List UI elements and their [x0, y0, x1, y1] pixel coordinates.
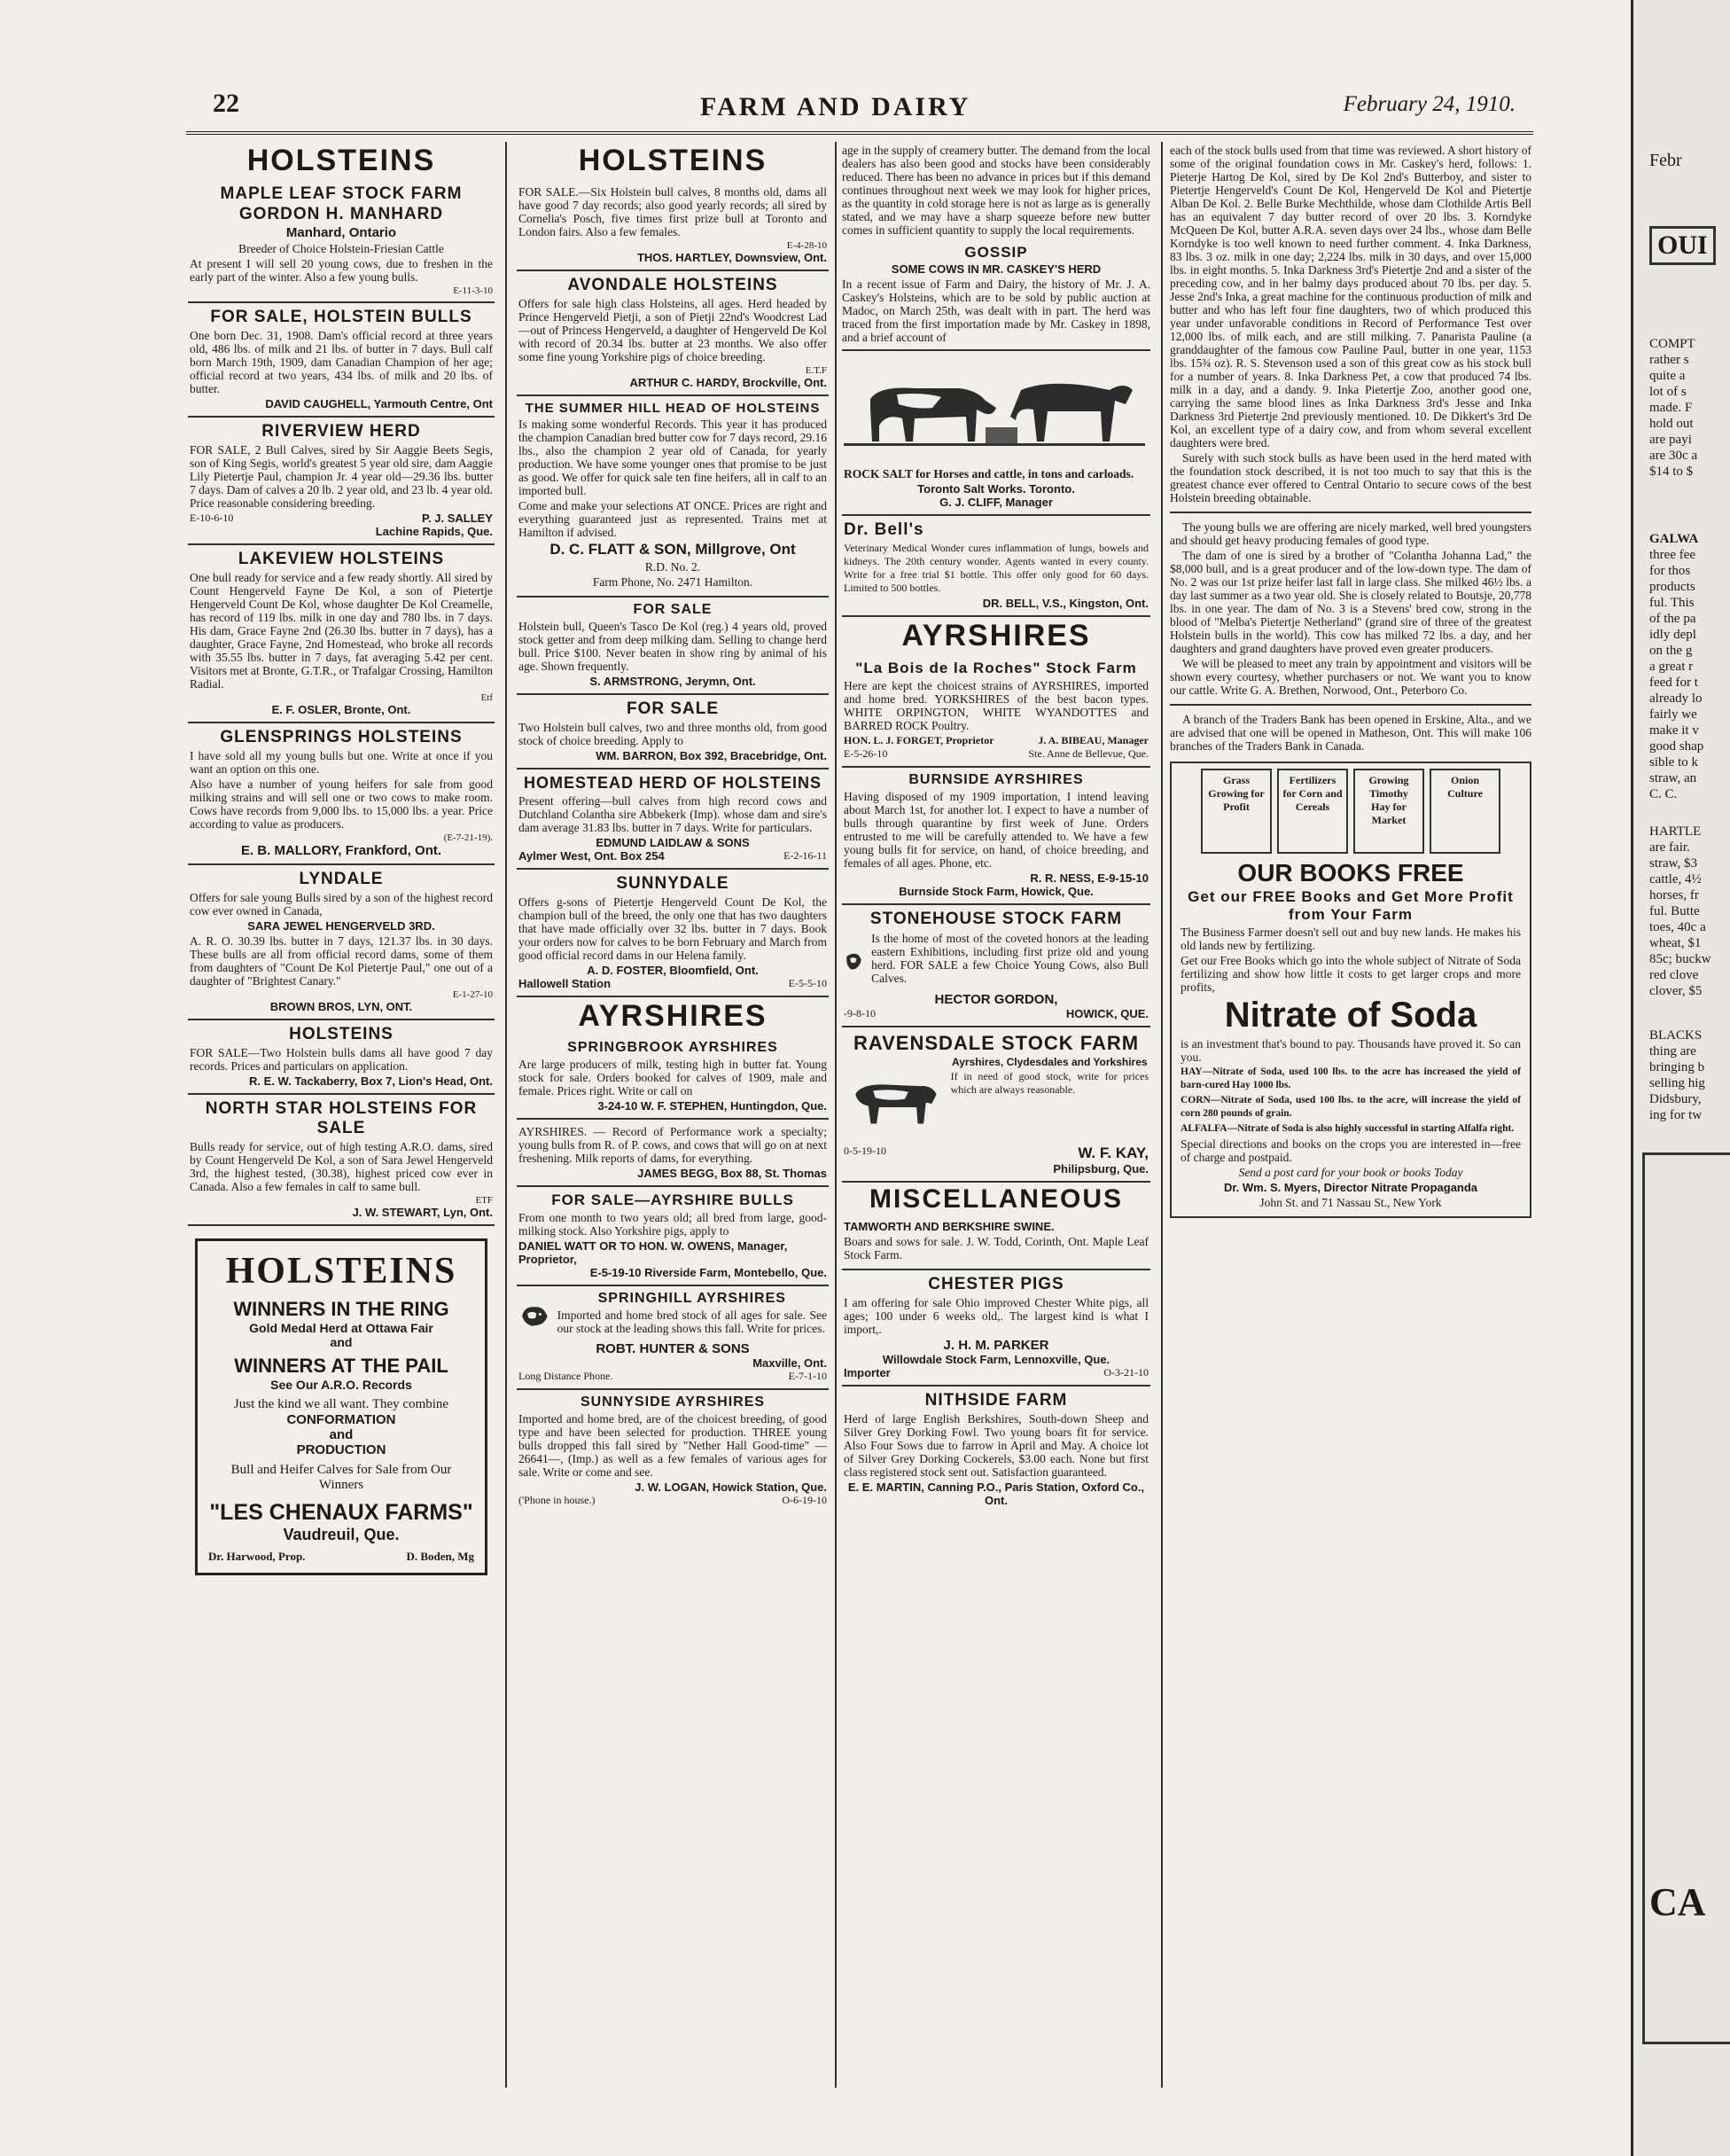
ad-signature: 3-24-10 W. F. STEPHEN, Huntingdon, Que. — [597, 1099, 827, 1113]
ad-signature: JAMES BEGG, Box 88, St. Thomas — [637, 1167, 827, 1180]
ad-signature: A. D. FOSTER, Bloomfield, Ont. — [587, 964, 759, 977]
ad-signature: E-5-19-10 Riverside Farm, Montebello, Que. — [589, 1266, 827, 1279]
ad-text: Come and make your selections AT ONCE. Prices are right and everything guaranteed just as represented. Trains met at Hamilton if advised. — [518, 499, 827, 539]
box-heading: WINNERS AT THE PAIL — [234, 1355, 448, 1377]
section-title: HOLSTEINS — [578, 144, 768, 177]
rp-line: quite a — [1649, 369, 1686, 383]
rp-line: wheat, $1 — [1649, 936, 1702, 950]
ad-signature: Importer — [844, 1366, 891, 1379]
rp-line: GALWA — [1649, 532, 1699, 546]
ad-stonehouse — [842, 905, 1150, 1027]
ad-text: Toronto Salt Works. Toronto. — [917, 482, 1075, 496]
box-text: and — [330, 1335, 353, 1349]
column-3 — [842, 142, 1150, 2088]
ad-text: From one month to two years old; all bred from large, good-milking stock. Also Yorkshire pigs, apply to — [518, 1211, 827, 1238]
ad-subheading: GORDON H. MANHARD — [238, 205, 444, 223]
ad-heading: Dr. Bell's — [844, 520, 924, 539]
ad-signature: Willowdale Stock Farm, Lennoxville, Que. — [882, 1353, 1110, 1366]
ad-text: HAY—Nitrate of Soda, used 100 lbs. to the acre has increased the yield of barn-cured Hay 1000 lbs. — [1181, 1066, 1521, 1090]
ad-sunnydale — [517, 870, 829, 997]
ad-text: Holstein bull, Queen's Tasco De Kol (reg.) 4 years old, proved stock getter and from deep milking dam. Selling to change herd bull. Price $100. Never beaten in show ring by animal of his age. Shown frequently. — [518, 620, 827, 673]
rp-line: horses, fr — [1649, 888, 1699, 902]
ad-text: I am offering for sale Ohio improved Chester White pigs, all ages; 100 under 6 weeks old,. The largest kind is what I import,. — [844, 1296, 1149, 1336]
rp-line: ful. Butte — [1649, 904, 1700, 918]
ad-signature: S. ARMSTRONG, Jerymn, Ont. — [589, 675, 756, 688]
ad-summer-hill — [517, 396, 829, 598]
ad-heading: FOR SALE — [633, 602, 713, 617]
ad-code: E-2-16-11 — [783, 849, 827, 862]
ad-north-star — [188, 1095, 495, 1226]
ad-tamworth — [842, 1216, 1150, 1270]
ad-text: Is making some wonderful Records. This year it has produced the champion Canadian bred butter cow for 7 days record, 29.16 lbs., also the champion 2 year old of Canada, for yearly production. We have some younger ones that promise to be just as good. We offer for quick sale ten fine heifers, all in calf to an imported bull. — [518, 418, 827, 497]
rp-line: ing for tw — [1649, 1108, 1703, 1122]
ad-signature: R. R. NESS, E-9-15-10 — [1030, 871, 1149, 885]
ad-signature: G. J. CLIFF, Manager — [939, 496, 1053, 509]
cow-head-illustration — [844, 930, 864, 992]
ad-text: Special directions and books on the crops you are interested in—free of charge and postpaid. — [1181, 1137, 1521, 1164]
ad-les-chenaux-box — [195, 1238, 487, 1575]
section-title: AYRSHIRES — [578, 999, 768, 1033]
ad-signature: E. B. MALLORY, Frankford, Ont. — [240, 843, 442, 858]
ad-heading: AVONDALE HOLSTEINS — [567, 276, 778, 294]
ad-text: One born Dec. 31, 1908. Dam's official record at three years old, 486 lbs. of milk and 21 lbs. of butter in 7 days. Bull calf born March 19th, 1909, dam Canadian Champion of her age; official record at two years, 434 lbs. of milk and 20 lbs. of butter. — [190, 329, 493, 395]
ad-heading: TAMWORTH AND BERKSHIRE SWINE. — [844, 1220, 1055, 1233]
rp-line: made. F — [1649, 401, 1693, 415]
column-divider — [505, 142, 507, 2088]
ad-rock-salt — [842, 349, 1150, 516]
adjacent-page-edge — [1631, 0, 1730, 2156]
article-text: We will be pleased to meet any train by appointment and visitors will be shown every courtesy, whether purchasers or not. We want you to know our cattle. Write G. A. Brethen, Norwood, Ont., Peterboro Co. — [1170, 657, 1531, 697]
ad-subheading: Get our FREE Books and Get More Profit from Your Farm — [1188, 888, 1514, 923]
box-text: See Our A.R.O. Records — [270, 1378, 412, 1392]
column-divider — [835, 142, 837, 2088]
gossip-heading: GOSSIP — [964, 244, 1028, 261]
rp-line: CA — [1649, 1880, 1706, 1924]
ad-signature: Lachine Rapids, Que. — [375, 525, 493, 538]
rp-line: products — [1649, 580, 1695, 594]
ad-text: Imported and home bred, are of the choicest breeding, of good type and have been selected for production. THREE young bulls dropped this fall sired by "Nether Hall Good-time" —26641—, (Imp.) as well as a few females of various ages for sale. Write or come and see. — [518, 1412, 827, 1479]
bull-illustration — [844, 1056, 944, 1144]
rp-line: C. C. — [1649, 787, 1678, 801]
ad-text: Offers for sale high class Holsteins, all ages. Herd headed by Prince Hengerveld Pietji, a son of Pietji 22nd's Woodcrest Lad—out of Princess Hengerveld, a daughter of Hengerveld De Kol with record of 20.34 lbs. butter at 23 months. We also offer some fine young Yorkshire pigs of choice breeding. — [518, 297, 827, 363]
ad-signature: Maxville, Ont. — [752, 1356, 827, 1370]
ad-text: ROCK SALT for Horses and cattle, in tons and carloads. — [844, 467, 1134, 480]
ad-location: Ste. Anne de Bellevue, Que. — [1028, 747, 1149, 760]
ad-heading: THE SUMMER HILL HEAD OF HOLSTEINS — [525, 401, 821, 416]
rp-line: COMPT — [1649, 337, 1695, 351]
ad-avondale — [517, 271, 829, 396]
ad-code: Etf — [480, 692, 493, 703]
issue-date: February 24, 1910. — [1343, 92, 1516, 116]
ad-sunnyside — [517, 1390, 829, 1512]
book-cover: Onion Culture — [1430, 769, 1500, 854]
ad-heading: MAPLE LEAF STOCK FARM — [220, 184, 463, 203]
ad-text: Farm Phone, No. 2471 Hamilton. — [592, 575, 753, 589]
ad-code: E-10-6-10 — [190, 512, 234, 524]
ad-signature: Hallowell Station — [518, 977, 612, 990]
rp-line: feed for t — [1649, 676, 1698, 690]
ad-signature: WM. BARRON, Box 392, Bracebridge, Ont. — [596, 749, 827, 762]
ad-text: The Business Farmer doesn't sell out and buy new lands. He makes his old lands new by fertilizing. — [1181, 926, 1521, 952]
ad-nitrate-of-soda — [1170, 762, 1531, 1218]
ad-text: One bull ready for service and a few ready shortly. All sired by Count Hengerveld Fayne De Kol, a son of Pietertje Hengerveld Count De Kol, whose daughter De Kol Creamelle, has record of 119 lbs. milk in one day and 780 lbs. in 7 days. His dam, Grace Fayne 2nd (26.30 lbs. butter in 7 days), has a daughter, Grace Fayne, 2nd Homestead, who broke all records with 35.55 lbs. butter in 7 days, fat averaging 5.42 per cent. Visitors met at Bronte, G.T.R., or Trafalgar Crossing, Hamilton Radial. — [190, 571, 493, 691]
rp-line: OUI — [1649, 226, 1716, 265]
ad-signature: Aylmer West, Ont. Box 254 — [518, 849, 665, 863]
ad-signature: Burnside Stock Farm, Howick, Que. — [899, 885, 1094, 898]
rp-line: BLACKS — [1649, 1028, 1703, 1043]
ad-signature: E. F. OSLER, Bronte, Ont. — [271, 703, 411, 716]
cow-head-illustration — [518, 1290, 550, 1341]
ad-code: E-7-1-10 — [788, 1370, 827, 1382]
ad-code: O-6-19-10 — [782, 1494, 827, 1506]
rp-line: make it v — [1649, 723, 1699, 738]
rp-line: already lo — [1649, 691, 1703, 706]
ad-la-bois — [842, 655, 1150, 768]
header-rule — [186, 131, 1533, 135]
rp-line: fairly we — [1649, 707, 1697, 722]
box-text: and — [329, 1427, 354, 1442]
ad-code: (E-7-21-19). — [443, 832, 493, 843]
ad-code: E.T.F — [805, 365, 827, 376]
ad-code: ETF — [475, 1195, 493, 1206]
ad-code: E-5-5-10 — [788, 977, 827, 989]
box-text: Gold Medal Herd at Ottawa Fair — [249, 1321, 433, 1335]
ad-burnside — [842, 768, 1150, 905]
ad-code: -9-8-10 — [844, 1007, 876, 1019]
rp-line: straw, an — [1649, 771, 1697, 785]
ad-text: Bulls ready for service, out of high testing A.R.O. dams, sired by Count Hengerveld De Kol, a son of Sara Jewel Hengerveld 3rd, the highest tested, (30.38), highest priced cow ever in Canada. Also a few females in calf to same bull. — [190, 1140, 493, 1193]
ad-text: Get our Free Books which go into the whole subject of Nitrate of Soda fertilizing and show how little it costs to get larger crops and more profits, — [1181, 954, 1521, 994]
ad-heading: SUNNYDALE — [616, 874, 729, 893]
ad-code: E-5-26-10 — [844, 747, 888, 760]
ad-heading: FOR SALE—AYRSHIRE BULLS — [551, 1191, 794, 1208]
rp-line: idly depl — [1649, 628, 1696, 642]
article-subheading: SOME COWS IN MR. CASKEY'S HERD — [891, 262, 1102, 276]
ad-heading: GLENSPRINGS HOLSTEINS — [220, 728, 463, 746]
rp-line: a great r — [1649, 660, 1694, 674]
column-1 — [188, 142, 495, 2088]
ad-text: CORN—Nitrate of Soda, used 100 lbs. to the acre, will increase the yield of corn 280 pounds of grain. — [1181, 1095, 1521, 1119]
ad-signature: HON. L. J. FORGET, Proprietor — [844, 734, 994, 746]
ad-armstrong — [517, 598, 829, 695]
rp-line: of the pa — [1649, 612, 1696, 626]
rp-line: ful. This — [1649, 596, 1695, 610]
article-text: A branch of the Traders Bank has been opened in Erskine, Alta., and we are advised that one will be opened in Matheson, Ont. This will make 106 branches of the Traders Bank in Canada. — [1170, 713, 1531, 753]
rp-line: toes, 40c a — [1649, 920, 1706, 934]
ad-heading: OUR BOOKS FREE — [1237, 859, 1464, 887]
ad-lakeview — [188, 545, 495, 723]
ad-tackaberry — [188, 1020, 495, 1095]
ad-text: Breeder of Choice Holstein-Friesian Cattle — [238, 242, 444, 255]
ad-heading: HOLSTEINS — [289, 1025, 394, 1043]
ad-maple-leaf — [188, 180, 495, 303]
ad-code: E-1-27-10 — [452, 989, 493, 1000]
ad-text: Long Distance Phone. — [518, 1370, 613, 1382]
rp-line: 85c; buckw — [1649, 952, 1711, 966]
ad-heading: NITHSIDE FARM — [924, 1391, 1068, 1410]
rp-line: bringing b — [1649, 1060, 1705, 1074]
rp-line: HARTLE — [1649, 824, 1702, 839]
ad-text: If in need of good stock, write for prices which are always reasonable. — [950, 1070, 1149, 1096]
ad-text: FOR SALE.—Six Holstein bull calves, 8 months old, dams all have good 7 day records; also good yearly records; all sired by Cornelia's Posch, five times first prize bull at Toronto and London fairs. Also a few females. — [518, 185, 827, 238]
ad-text: I have sold all my young bulls but one. Write at once if you want an option on this one. — [190, 749, 493, 776]
ad-hartley — [517, 180, 829, 271]
rp-line: $14 to $ — [1649, 465, 1694, 479]
masthead: FARM AND DAIRY — [700, 92, 971, 121]
page-number: 22 — [213, 89, 239, 118]
ad-location: Manhard, Ontario — [285, 225, 397, 240]
ad-text: ('Phone in house.) — [518, 1494, 596, 1506]
ad-heading: BURNSIDE AYRSHIRES — [908, 772, 1084, 787]
article-text: The young bulls we are offering are nicely marked, well bred youngsters and should get heavy producing females of good type. — [1170, 520, 1531, 547]
rp-line: are 30c a — [1649, 449, 1698, 463]
box-location: Vaudreuil, Que. — [283, 1526, 400, 1543]
box-proprietor: Dr. Harwood, Prop. — [208, 1550, 306, 1563]
article-text: each of the stock bulls used from that time was reviewed. A short history of some of the original foundation cows in Mr. Caskey's herd, follows: 1. Pieterje Hartog De Kol, sired by De Kol 2nd's Butterboy, and sister to Pietertje Hengerveld's Count De Kol, Hengerveld De Kol and Pietertje Alban De Kol. 2. Belle Burke Mechthilde, whose dam Clothilde Artis Bell has an equivalent 7 day butter record of over 20 lbs. 3. Korndyke McQueen De Kol, butter A.R.A. seven days over 24 lbs., whose dam Belle Korndyke is too well known to need further comment. 4. Inka Darkness, 83 lbs. 3 oz. milk in one day; 2,224 lbs. milk in 30 days, and over 15,000 lbs. in eight months. 5. Inka Darkness 3rd's Pietertje 2nd and a sister of the preceding cow, and in her balmy days produced about 70 lbs. per day. 5. Jesse 2nd's Inka, a great machine for the continuous production of milk and butter and who has left four fine daughters, two of which produced this year under unfavorable conditions in Record of Performance Test over 12,000 lbs. of milk each, and are still milking. 7. Panarista Pauline (a granddaughter of the famous cow Pauline Paul, butter in one year, 1153 lbs. 15¾ oz). R. S. Stevenson used a son of this great cow as his stock bull for a number of years. 8. Inka Darkness Pet, a cow that produced 74 lbs. milk in a day, and a dandy. 9. Inka Pietertje Zoo, another good one, carrying the same blood lines as Inka Darkness 3rd's Jesse and Inka Darkness 3rd Pietertje 2nd previously mentioned. 10. De Dikkert's 3rd De Kol, an excellent type of a dairy cow, and from whom several excellent daughters were bred. — [1170, 144, 1531, 449]
ad-text: Here are kept the choicest strains of AYRSHIRES, imported and home bred. YORKSHIRES of the best bacon types. WHITE ORPINGTON, WHITE WYANDOTTES and BARRED ROCK Poultry. — [844, 679, 1149, 732]
ad-heading: RAVENSDALE STOCK FARM — [853, 1032, 1140, 1054]
ad-text: Imported and home bred stock of all ages for sale. See our stock at the leading shows this fall. Write for prices. — [557, 1308, 827, 1335]
ad-signature: THOS. HARTLEY, Downsview, Ont. — [636, 251, 827, 264]
rp-line: are fair. — [1649, 840, 1690, 855]
ad-homestead — [517, 769, 829, 870]
article-text: Surely with such stock bulls as have been used in the herd mated with the foundation stock described, it is not too much to say that this is the greatest chance ever offered to Central Ontario to secure cows of the best Holstein breeding obtainable. — [1170, 451, 1531, 504]
ad-heading: SPRINGHILL AYRSHIRES — [597, 1291, 786, 1306]
ad-text: AYRSHIRES. — Record of Performance work a specialty; young bulls from R. of P. cows, and cows that will go on at next freshening. Milk reports of dams, for everything. — [518, 1125, 827, 1165]
rp-line: good shap — [1649, 739, 1704, 754]
cattle-horse-illustration — [844, 355, 1145, 461]
ad-ravensdale — [842, 1027, 1150, 1183]
book-covers — [1181, 769, 1521, 854]
ad-signature: EDMUND LAIDLAW & SONS — [596, 836, 750, 849]
ad-signature: BROWN BROS, LYN, ONT. — [269, 1000, 413, 1013]
ad-brand: Nitrate of Soda — [1224, 996, 1477, 1035]
ad-text: is an investment that's bound to pay. Thousands have proved it. So can you. — [1181, 1037, 1521, 1064]
ad-signature: HOWICK, QUE. — [1065, 1007, 1149, 1020]
ad-signature: DANIEL WATT OR TO HON. W. OWENS, Manager, Proprietor, — [518, 1239, 788, 1266]
ad-caughell — [188, 303, 495, 418]
rp-line: cattle, 4½ — [1649, 872, 1702, 887]
ad-text: At present I will sell 20 young cows, due to freshen in the early part of the winter. Also a few young bulls. — [190, 257, 493, 284]
ad-watt — [517, 1187, 829, 1286]
ad-heading: LAKEVIEW HOLSTEINS — [238, 550, 445, 568]
ad-text: Veterinary Medical Wonder cures inflammation of lungs, bowels and kidneys. The 20th century wonder. Agents wanted in every county. Write for a free trial $1 bottle. This offer only good for 60 days. Limited to 500 bottles. — [844, 542, 1149, 594]
box-farm-name: "LES CHENAUX FARMS" — [209, 1500, 473, 1525]
rp-line: thing are — [1649, 1044, 1696, 1058]
rp-line: on the g — [1649, 644, 1693, 658]
ad-signature: J. H. M. PARKER — [943, 1338, 1049, 1353]
column-2 — [517, 142, 829, 2088]
ad-barron — [517, 695, 829, 769]
ad-signature: Dr. Wm. S. Myers, Director Nitrate Propaganda — [1223, 1181, 1478, 1194]
book-cover: Fertilizers for Corn and Cereals — [1277, 769, 1348, 854]
box-text: Just the kind we all want. They combine — [233, 1397, 449, 1411]
ad-text: Offers for sale young Bulls sired by a son of the highest record cow ever owned in Canada, — [190, 891, 493, 918]
rp-line: sible to k — [1649, 755, 1698, 769]
ad-heading: "La Bois de la Roches" Stock Farm — [855, 660, 1137, 676]
ad-heading: FOR SALE, HOLSTEIN BULLS — [210, 308, 472, 326]
box-text: PRODUCTION — [296, 1442, 386, 1457]
box-title: HOLSTEINS — [225, 1251, 457, 1292]
box-heading: WINNERS IN THE RING — [233, 1298, 449, 1320]
ad-signature: J. A. BIBEAU, Manager — [1038, 734, 1149, 746]
column-4 — [1170, 142, 1531, 2088]
ad-springhill — [517, 1286, 829, 1390]
ad-signature: DAVID CAUGHELL, Yarmouth Centre, Ont — [265, 397, 493, 410]
ad-signature: D. C. FLATT & SON, Millgrove, Ont — [549, 541, 796, 558]
ad-heading: SPRINGBROOK AYRSHIRES — [567, 1040, 778, 1055]
ad-nithside — [842, 1387, 1150, 1512]
ad-text: Present offering—bull calves from high record cows and Dutchland Colantha sire Abbekerk (Imp). whose dam and sire's dam average 31.83 lbs. butter in 7 days. Write for particulars. — [518, 794, 827, 834]
ad-signature: J. W. STEWART, Lyn, Ont. — [352, 1206, 493, 1219]
rp-line: straw, $3 — [1649, 856, 1698, 871]
ad-glensprings — [188, 723, 495, 865]
ad-signature: R. E. W. Tackaberry, Box 7, Lion's Head, Ont. — [249, 1074, 493, 1088]
ad-chester-pigs — [842, 1270, 1150, 1387]
section-title: MISCELLANEOUS — [869, 1184, 1123, 1214]
rp-line: lot of s — [1649, 385, 1687, 399]
ad-riverview — [188, 418, 495, 545]
ad-heading: FOR SALE — [626, 699, 720, 718]
ad-text: Having disposed of my 1909 importation, I intend leaving about March 1st, for another lot. I expect to have a number of bulls through quarantine by first week of June. Orders entrusted to me will be carefully attended to. We have a few young bulls fit for service, on hand, of choice breeding, and females of all ages. Phone, etc. — [844, 790, 1149, 870]
ad-signature: ROBT. HUNTER & SONS — [596, 1341, 750, 1356]
ad-text: Offers g-sons of Pietertje Hengerveld Count De Kol, the champion bull of the breed, the only one that has two daughters that have made officially over 32 lbs. butter in 7 days. Book your orders now for calves to be born February and March from good official record dams in our Helena family. — [518, 895, 827, 962]
ad-signature: P. J. SALLEY — [422, 512, 493, 525]
box-text: Bull and Heifer Calves for Sale from Our Winners — [230, 1463, 452, 1492]
rp-line: selling hig — [1649, 1076, 1705, 1090]
book-cover: Growing Timothy Hay for Market — [1353, 769, 1424, 854]
section-title: AYRSHIRES — [901, 619, 1091, 652]
ad-signature: W. F. KAY, — [1078, 1144, 1149, 1161]
ad-signature: J. W. LOGAN, Howick Station, Que. — [635, 1480, 827, 1494]
ad-text: ALFALFA—Nitrate of Soda is also highly successful in starting Alfalfa right. — [1181, 1123, 1515, 1134]
ad-text: Send a post card for your book or books Today — [1238, 1166, 1463, 1179]
ad-signature: DR. BELL, V.S., Kingston, Ont. — [982, 597, 1149, 610]
box-text: CONFORMATION — [286, 1412, 396, 1427]
rp-line: three fee — [1649, 548, 1696, 562]
ad-signature: HECTOR GORDON, — [934, 992, 1058, 1007]
ad-heading: NORTH STAR HOLSTEINS FOR SALE — [205, 1099, 478, 1137]
ad-subheading: Ayrshires, Clydesdales and Yorkshires — [952, 1056, 1148, 1068]
ad-heading: HOMESTEAD HERD OF HOLSTEINS — [523, 774, 822, 792]
article-text: The dam of one is sired by a brother of "Colantha Johanna Lad," the $8,000 bull, and is a great producer and of the low-down type. The dam of No. 2 was our 1st prize heifer last fall in large class. She milked 46½ lbs. a day last summer as a two year old. She is closely related to Boutsje, 20,778 lbs. in one year. The dam of No. 3 is a Stevens' bred cow, strong in the blood of "Melba's Pietertje Netherland" (grand sire of three of the greatest Holstein bulls in the world). This cow has milked 72 lbs. a day, and her daughters and grand daughters have proved even greater producers. — [1170, 549, 1531, 655]
rp-line: for thos — [1649, 564, 1691, 578]
ad-address: John St. and 71 Nassau St., New York — [1259, 1196, 1442, 1209]
ad-code: O-3-21-10 — [1103, 1366, 1149, 1379]
ad-subheading: SARA JEWEL HENGERVELD 3RD. — [247, 919, 435, 933]
ad-springbrook — [517, 1035, 829, 1120]
ad-code: 0-5-19-10 — [844, 1144, 886, 1157]
article-text: In a recent issue of Farm and Dairy, the history of Mr. J. A. Caskey's Holsteins, which are to be sold by public auction at Madoc, on March 25th, was dealt with in part. The herd was traced from the first importation made by Mr. Caskey in 1898, and a brief account of — [842, 277, 1150, 344]
ad-heading: STONEHOUSE STOCK FARM — [869, 910, 1123, 928]
rp-line: hold out — [1649, 417, 1694, 431]
rp-line: Didsbury, — [1649, 1092, 1702, 1106]
ad-heading: LYNDALE — [299, 870, 384, 888]
box-manager: D. Boden, Mg — [406, 1550, 474, 1563]
rp-line: are payi — [1649, 433, 1692, 447]
ad-heading: SUNNYSIDE AYRSHIRES — [580, 1394, 766, 1410]
ad-text: R.D. No. 2. — [644, 560, 701, 574]
ad-signature: Philipsburg, Que. — [1053, 1162, 1149, 1176]
ad-heading: CHESTER PIGS — [928, 1275, 1064, 1293]
ad-text: FOR SALE—Two Holstein bulls dams all have good 7 day records. Prices and particulars on application. — [190, 1046, 493, 1073]
ad-text: Two Holstein bull calves, two and three months old, from good stock of choice breeding. Apply to — [518, 721, 827, 747]
column-divider — [1161, 142, 1163, 2088]
rp-line: rather s — [1649, 353, 1689, 367]
ad-code: E-4-28-10 — [786, 240, 827, 251]
section-title: HOLSTEINS — [246, 144, 436, 177]
rp-line: clover, $5 — [1649, 984, 1703, 998]
rp-line: Febr — [1649, 151, 1682, 170]
ad-text: Is the home of most of the coveted honors at the leading eastern Exhibitions, including first prize old and young herd. FOR SALE a few Choice Young Cows, also Bull Calves. — [871, 932, 1149, 985]
ad-dr-bell — [842, 516, 1150, 617]
ad-text: Also have a number of young heifers for sale from good milking strains and will sell one or two cows to make room. Cows have records from 9,000 lbs. to 15,000 lbs. a year. Price according to value as producers. — [190, 777, 493, 831]
ad-heading: RIVERVIEW HERD — [261, 422, 421, 441]
book-cover: Grass Growing for Profit — [1201, 769, 1272, 854]
ad-begg — [517, 1120, 829, 1187]
ad-text: FOR SALE, 2 Bull Calves, sired by Sir Aaggie Beets Segis, son of King Segis, world's greatest 5 year old sire, dam Aaggie Lily Pietertje Paul, champion Jr. 4 year old—29.36 lbs. butter 7 days. Dam of calves a 20 lb. 2 year old, and 23 lb. 4 year old. Price reasonable considering breeding. — [190, 443, 493, 510]
ad-lyndale — [188, 865, 495, 1020]
ad-signature: E. E. MARTIN, Canning P.O., Paris Station, Oxford Co., Ont. — [847, 1480, 1145, 1507]
ad-code: E-11-3-10 — [453, 285, 493, 296]
rp-line: red clove — [1649, 968, 1699, 982]
ad-text: Herd of large English Berkshires, South-down Sheep and Silver Grey Dorking Fowl. Two young boars fit for service. Also Four Sows due to farrow in April and May. A choice lot of Silver Grey Dorking Cockerels, $3.00 each. None but first class registered stock sent out. Satisfaction guaranteed. — [844, 1412, 1149, 1479]
ad-signature: ARTHUR C. HARDY, Brockville, Ont. — [629, 376, 827, 389]
ad-text: Are large producers of milk, testing high in butter fat. Young stock for sale. Orders booked for calves of 1909, male and female. Prices right. Write or call on — [518, 1058, 827, 1098]
article-continued: age in the supply of creamery butter. The demand from the local dealers has also been good and stocks have been considerably reduced. There has been no advance in prices but if this demand continues throughout next week we may look for higher prices, as the quantity in cold storage here is not as large as is generally stated, and we may have a sharp squeeze before new butter comes in sufficient quantity to supply the local requirements. — [842, 144, 1150, 237]
ad-text: Boars and sows for sale. J. W. Todd, Corinth, Ont. Maple Leaf Stock Farm. — [844, 1235, 1149, 1262]
ad-text: A. R. O. 30.39 lbs. butter in 7 days, 121.37 lbs. in 30 days. These bulls are all from official record dams, some of them from daughters of "Count De Kol Pietertje Paul," one out of a daughter of "Brightest Canary." — [190, 934, 493, 988]
